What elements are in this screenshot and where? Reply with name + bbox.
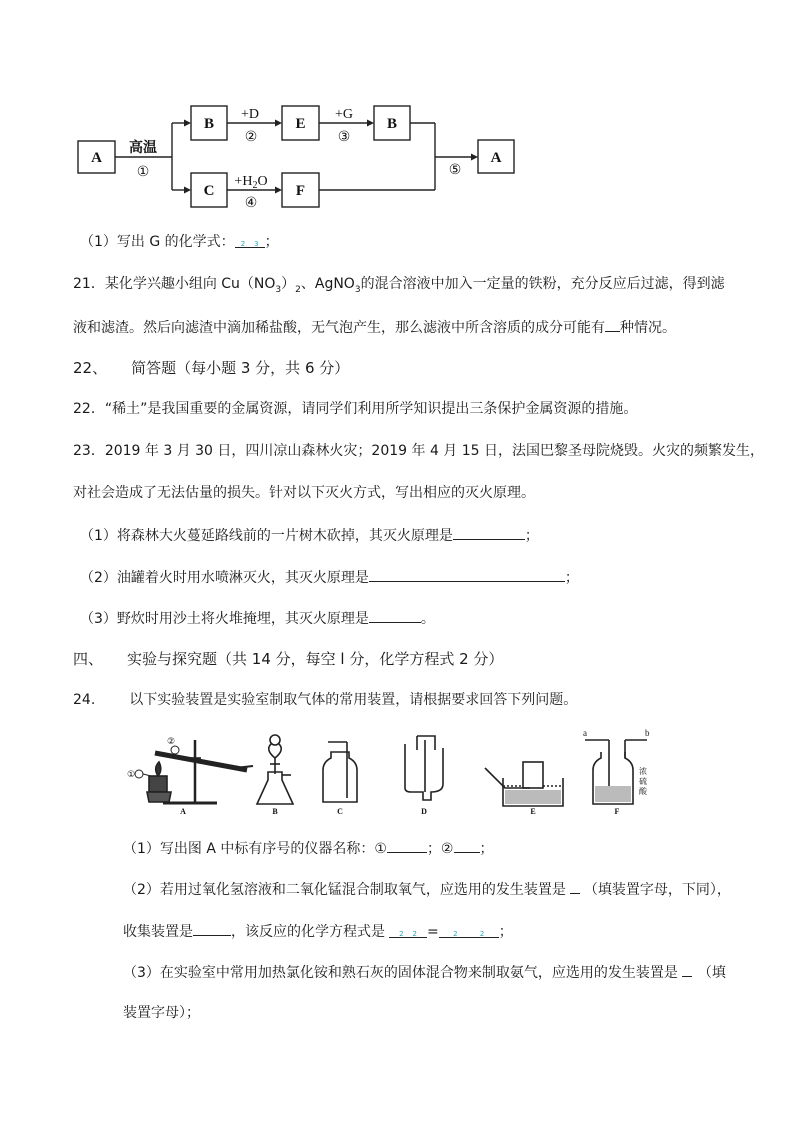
flow-e-label: E xyxy=(295,116,306,132)
apparatus-label-e: E xyxy=(530,807,536,816)
apparatus-e xyxy=(485,762,563,806)
q23-part3: （3）野炊时用沙土将火堆掩埋，其灭火原理是 。 xyxy=(80,608,435,628)
apparatus-f-port-b: b xyxy=(645,728,650,738)
section-4-title: 实验与探究题（共 14 分，每空 l 分，化学方程式 2 分） xyxy=(127,650,504,668)
step-5-marker: ⑤ xyxy=(448,161,462,177)
section-3-number: 22、 xyxy=(73,359,108,377)
q21-line1: 21．某化学兴趣小组向 $Cu(NO_3)_2$、AgNO$_3$的混合溶液中加入一定量的铁粉，充分反应后过滤，得到滤 xyxy=(73,276,725,295)
apparatus-f-acid-1: 浓 xyxy=(639,767,647,776)
reagent-plus-h2o: $+H_2O$ xyxy=(234,174,268,191)
flow-a-left-label: A xyxy=(91,150,102,166)
apparatus-a-mark-2: ② xyxy=(167,736,176,746)
q24-part2-line1: （2）若用过氧化氢溶液和二氧化锰混合制取氧气，应选用的发生装置是 （填装置字母，下同）， xyxy=(123,879,731,899)
q24-part2-line2: 收集装置是 ，该反应的化学方程式是 2 2 = 2 2 ； xyxy=(123,921,513,941)
step-4-marker: ④ xyxy=(244,194,258,210)
flow-b-right-label: B xyxy=(386,116,398,132)
q20-part1-text: （1）写出 G 的化学式： xyxy=(80,234,235,250)
step-1-marker: ① xyxy=(136,163,150,179)
q20-answer-blank[interactable]: 2 3 xyxy=(235,233,265,248)
q24-part2-equation-right[interactable]: 2 2 xyxy=(439,923,499,938)
flow-a-right-label: A xyxy=(490,150,502,166)
apparatus-label-a: A xyxy=(180,807,186,816)
reaction-flow-diagram xyxy=(0,0,793,215)
q24-part2-blank-generator[interactable] xyxy=(570,879,580,894)
reagent-plus-d: +D xyxy=(240,107,260,122)
q24-part3-line2: 装置字母）； xyxy=(123,1005,200,1021)
q22-text: 22．“稀土”是我国重要的金属资源，请同学们利用所学知识提出三条保护金属资源的措施。 xyxy=(73,401,638,417)
section-3-title: 简答题（每小题 3 分，共 6 分） xyxy=(131,359,350,377)
apparatus-c xyxy=(323,742,357,802)
section-3-heading xyxy=(73,358,349,378)
flow-c-label: C xyxy=(203,183,215,199)
q24-part3-line1: （3）在实验室中常用加热氯化铵和熟石灰的固体混合物来制取氨气，应选用的发生装置是 （填 xyxy=(123,962,726,982)
apparatus-d xyxy=(405,736,443,800)
reagent-plus-g: +G xyxy=(334,107,354,122)
apparatus-label-c: C xyxy=(337,807,343,816)
q24-part2-blank-collector[interactable] xyxy=(193,921,231,936)
q23-part1: （1）将森林大火蔓延路线前的一片树木砍掉，其灭火原理是 ； xyxy=(80,525,539,545)
q24-part1-blank-2[interactable] xyxy=(454,838,480,853)
q21-answer-blank[interactable] xyxy=(605,317,620,332)
q23-line2: 对社会造成了无法估量的损失。针对以下灭火方式，写出相应的灭火原理。 xyxy=(73,485,535,501)
q24-part3-blank[interactable] xyxy=(682,962,692,977)
apparatus-a xyxy=(135,740,253,803)
condition-high-temp: 高温 xyxy=(129,139,157,155)
q23-line1: 23．2019 年 3 月 30 日，四川凉山森林火灾；2019 年 4 月 15 日，法国巴黎圣母院烧毁。火灾的频繁发生， xyxy=(73,443,765,459)
apparatus-f-acid-3: 酸 xyxy=(639,787,647,796)
q23-part2: （2）油罐着火时用水喷淋灭火，其灭火原理是 ； xyxy=(80,567,579,587)
q24-part2-equation-left[interactable]: 2 2 xyxy=(389,923,427,938)
section-4-number: 四、 xyxy=(73,650,104,668)
flow-b-top-label: B xyxy=(203,116,215,132)
apparatus-label-d: D xyxy=(421,807,427,816)
flow-f-label: F xyxy=(295,183,306,199)
apparatus-b xyxy=(257,735,293,804)
q24-intro: 24. 以下实验装置是实验室制取气体的常用装置，请根据要求回答下列问题。 xyxy=(73,692,578,708)
apparatus-label-f: F xyxy=(614,807,620,816)
q23-part2-blank[interactable] xyxy=(369,567,565,582)
section-4-heading xyxy=(73,649,503,669)
q21-line2: 液和滤渣。然后向滤渣中滴加稀盐酸，无气泡产生，那么滤液中所含溶质的成分可能有 种情况。 xyxy=(73,317,676,337)
apparatus-a-mark-1: ① xyxy=(127,769,136,779)
apparatus-label-b: B xyxy=(272,807,278,816)
step-3-marker: ③ xyxy=(337,128,351,144)
apparatus-figure xyxy=(125,728,665,818)
q23-part1-blank[interactable] xyxy=(453,525,525,540)
apparatus-f xyxy=(585,740,647,804)
q23-part3-blank[interactable] xyxy=(369,608,421,623)
apparatus-f-port-a: a xyxy=(583,728,587,738)
q20-part1: （1）写出 G 的化学式： 2 3 ； xyxy=(80,234,279,250)
q24-part1: （1）写出图 A 中标有序号的仪器名称：① ；② ； xyxy=(123,838,494,858)
q24-part1-blank-1[interactable] xyxy=(387,838,427,853)
apparatus-f-acid-2: 硫 xyxy=(639,777,647,786)
step-2-marker: ② xyxy=(244,128,258,144)
